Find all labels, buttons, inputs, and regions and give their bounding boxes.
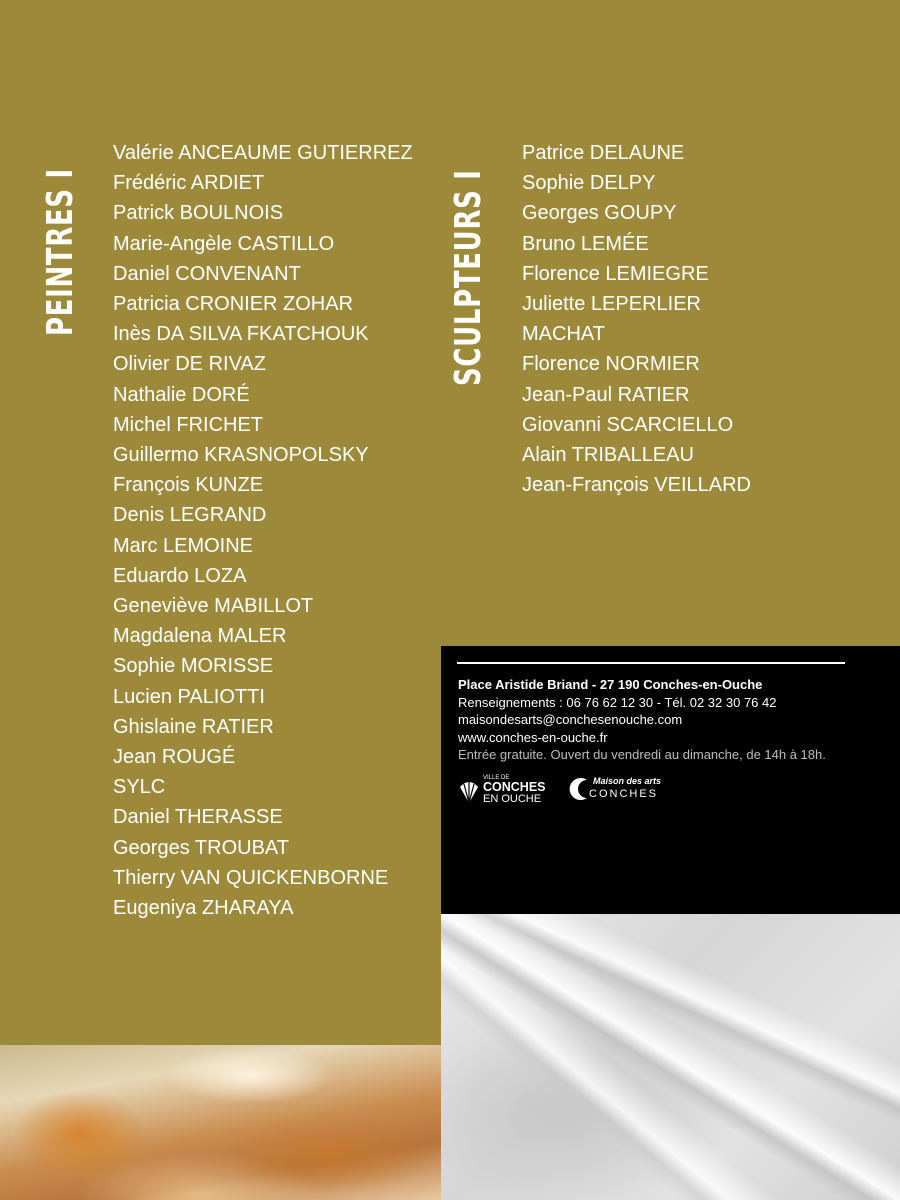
sculptor-name: Georges GOUPY — [522, 202, 677, 225]
painter-name: Georges TROUBAT — [113, 836, 289, 859]
crescent-c-icon — [567, 774, 591, 804]
divider — [457, 662, 845, 664]
sculptor-name: Jean-François VEILLARD — [522, 474, 751, 497]
sculptors-list — [522, 138, 751, 500]
phone-info: Renseignements : 06 76 62 12 30 - Tél. 02 32 30 76 42 — [458, 694, 777, 710]
sculptor-name: Florence NORMIER — [522, 353, 700, 376]
logo-maison-big: CONCHES — [589, 788, 659, 800]
logo-conches-big: CONCHES — [483, 780, 546, 795]
info-box — [441, 646, 900, 914]
painter-name: Ghislaine RATIER — [113, 715, 274, 738]
painter-name: Geneviève MABILLOT — [113, 595, 314, 618]
painter-name: Jean ROUGÉ — [113, 746, 236, 769]
logo-maison-des-arts — [567, 774, 677, 808]
email-link[interactable]: maisondesarts@conchesenouche.com — [458, 712, 683, 727]
painter-name: Guillermo KRASNOPOLSKY — [113, 444, 369, 467]
painting-photo — [0, 1045, 441, 1200]
painter-name: Eduardo LOZA — [113, 564, 247, 587]
painter-name: Denis LEGRAND — [113, 504, 267, 527]
painter-name: Valérie ANCEAUME GUTIERREZ — [113, 142, 413, 164]
website-link[interactable]: www.conches-en-ouche.fr — [458, 729, 608, 745]
painter-name: Nathalie DORÉ — [113, 383, 250, 406]
painter-name: Olivier DE RIVAZ — [113, 353, 266, 376]
painter-name: Sophie MORISSE — [113, 655, 274, 678]
opening-hours: Entrée gratuite. Ouvert du vendredi au dimanche, de 14h à 18h. — [458, 747, 826, 762]
sculptor-name: MACHAT — [522, 323, 605, 346]
painter-name: Inès DA SILVA FKATCHOUK — [113, 323, 369, 346]
painter-name: Frédéric ARDIET — [113, 172, 265, 195]
sculptor-name: Giovanni SCARCIELLO — [522, 413, 734, 436]
painter-name: Michel FRICHET — [113, 413, 264, 436]
painters-heading: PEINTRES I — [40, 168, 81, 336]
sculptor-name: Alain TRIBALLEAU — [522, 444, 694, 467]
painter-name: Lucien PALIOTTI — [113, 685, 265, 708]
painter-name: Patrick BOULNOIS — [113, 202, 284, 225]
painter-name: Daniel THERASSE — [113, 806, 283, 829]
painter-name: Daniel CONVENANT — [113, 262, 301, 285]
painter-name: Marc LEMOINE — [113, 534, 254, 557]
logo-maison-small: Maison des arts — [593, 776, 662, 786]
contact-info — [458, 676, 826, 764]
painter-name: Patricia CRONIER ZOHAR — [113, 293, 354, 316]
painter-name: Magdalena MALER — [113, 625, 287, 648]
painter-name: Eugeniya ZHARAYA — [113, 897, 294, 920]
painter-name: Thierry VAN QUICKENBORNE — [113, 866, 389, 889]
address: Place Aristide Briand - 27 190 Conches-en-Ouche — [458, 677, 763, 692]
painter-name: SYLC — [113, 776, 166, 799]
sculptors-heading: SCULPTEURS I — [448, 169, 489, 386]
sculptor-name: Jean-Paul RATIER — [522, 383, 690, 406]
painter-name: Marie-Angèle CASTILLO — [113, 232, 335, 255]
logo-ville-conches — [458, 770, 546, 810]
sculptor-name: Patrice DELAUNE — [522, 142, 685, 164]
logo-conches-small: VILLE DE — [483, 775, 510, 782]
logo-conches-mid: EN OUCHE — [483, 792, 542, 805]
sculptor-name: Sophie DELPY — [522, 172, 656, 195]
sculptor-name: Florence LEMIEGRE — [522, 262, 709, 285]
shell-icon — [458, 775, 480, 805]
crumpled-paper-photo — [441, 914, 900, 1200]
painter-name: François KUNZE — [113, 474, 264, 497]
painters-list — [113, 138, 413, 923]
sculptor-name: Juliette LEPERLIER — [522, 293, 701, 316]
sculptor-name: Bruno LEMÉE — [522, 232, 649, 255]
